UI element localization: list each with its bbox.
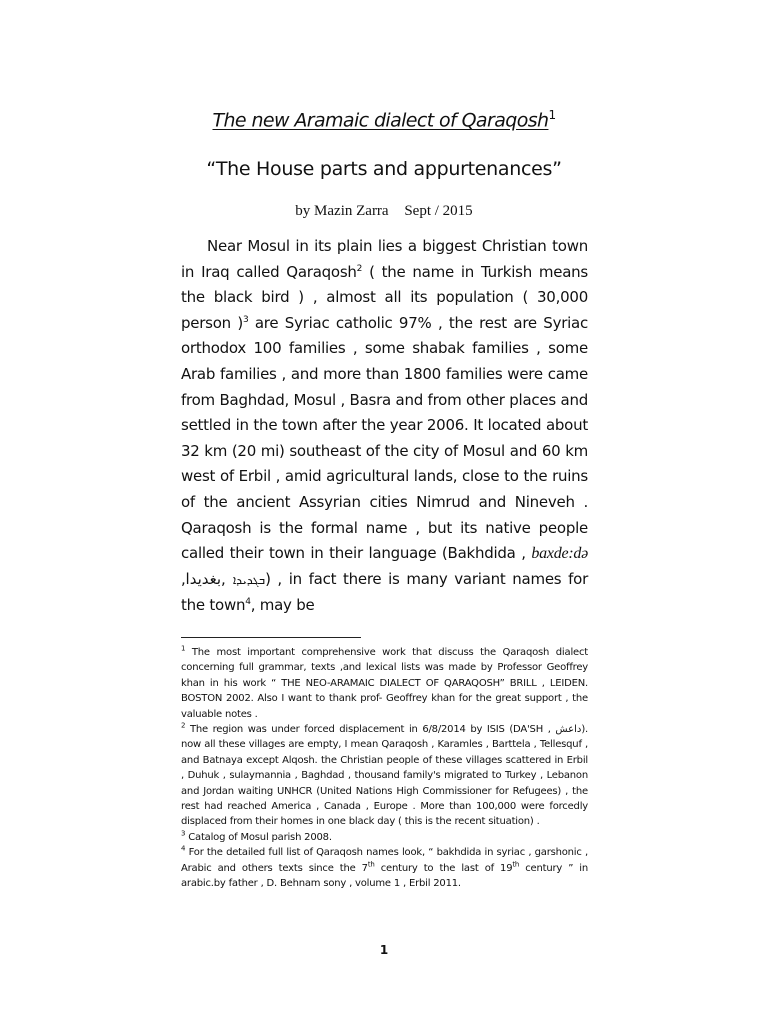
page-number: 1 <box>379 943 389 957</box>
arabic-name: ,بغديدا, <box>181 569 233 588</box>
text-run: Near Mosul in its plain lies a biggest Christian town in Iraq called Qaraqosh <box>181 237 588 281</box>
footnote-ref-4: 4 <box>245 597 251 608</box>
footnote-4 <box>181 845 588 891</box>
footnote-2 <box>181 722 588 830</box>
ordinal-suffix: th <box>367 860 375 869</box>
text-run: ( the name in Turkish means the black bird ) , almost all its population ( 30,000 person ) <box>181 262 588 332</box>
document-title <box>0 108 768 131</box>
footnote-text: century to the last of 19 <box>374 862 513 874</box>
text-run: ) , in fact there is many variant names for the town <box>181 569 588 615</box>
paragraph <box>181 234 588 619</box>
footnote-text: century ” in arabic.by father , D. Behnam sony , volume 1 , Erbil 2011. <box>181 862 589 890</box>
footnote-text: The most important comprehensive work that discuss the Qaraqosh dialect concerning full grammar, texts ,and lexical lists was made by Professor Geoffrey khan in his work “ THE NEO-ARAMAIC DIALECT OF QARAQOSH” BRILL , LEIDEN. BOSTON 2002. Also I want to thank prof- Geoffrey khan for the great support , the valuable notes . <box>181 647 588 720</box>
text-run: , may be <box>250 596 315 615</box>
footnote-text: Catalog of Mosul parish 2008. <box>185 831 332 843</box>
document-subtitle: “The House parts and appurtenances” <box>206 158 562 180</box>
footnote-mark: 3 <box>181 829 186 838</box>
footnote-mark: 4 <box>181 844 186 853</box>
footnote-ref-2: 2 <box>356 263 363 274</box>
transliteration: baxde:də <box>531 545 588 563</box>
footnote-text: The region was under forced displacement in 6/8/2014 by ISIS (DA'SH , داعش). now all these villages are empty, I mean Qaraqosh , Karamles , Barttela , Tellesquf , and Batnaya except Alqosh. the Christian people of these villages scattered in Erbil , Duhuk , sulaymannia , Baghdad , thousand family's migrated to Turkey , Lebanon and Jordan waiting UNHCR (United Nations High Commissioner for Refugees) , the rest had reached America , Canada , Europe . More than 100,000 were forcedly displaced from their homes in one black day ( this is the recent situation) . <box>181 724 588 828</box>
text-run: are Syriac catholic 97% , the rest are Syriac orthodox 100 families , some shabak families , some Arab families , and more than 1800 families were came from Baghdad, Mosul , Basra and from other places and settled in the town after the year 2006. It located about 32 km (20 mi) southeast of the city of Mosul and 60 km west of Erbil , amid agricultural lands, close to the ruins of the ancient Assyrian cities Nimrud and Nineveh . Qaraqosh is the formal name , but its native people called their town in their language (Bakhdida , <box>181 313 588 563</box>
footnote-separator <box>181 637 361 638</box>
footnote-1 <box>181 645 588 722</box>
footnote-3 <box>181 830 588 845</box>
syriac-name: ܒܓܕܝܕܐ <box>232 572 266 587</box>
footnote-ref-1: 1 <box>548 108 556 122</box>
byline <box>0 203 768 220</box>
body-text <box>181 234 588 619</box>
publication-date: Sept / 2015 <box>404 203 473 219</box>
author: by Mazin Zarra <box>295 203 389 219</box>
footnote-text: For the detailed full list of Qaraqosh names look, “ bakhdida in syriac , garshonic , Arabic and others texts since the 7 <box>181 847 588 874</box>
footnote-mark: 1 <box>181 644 186 653</box>
footnotes <box>181 645 588 892</box>
footnote-ref-3: 3 <box>242 314 249 325</box>
ordinal-suffix: th <box>512 860 520 869</box>
title-text: The new Aramaic dialect of Qaraqosh <box>212 109 549 132</box>
footnote-mark: 2 <box>181 721 186 730</box>
